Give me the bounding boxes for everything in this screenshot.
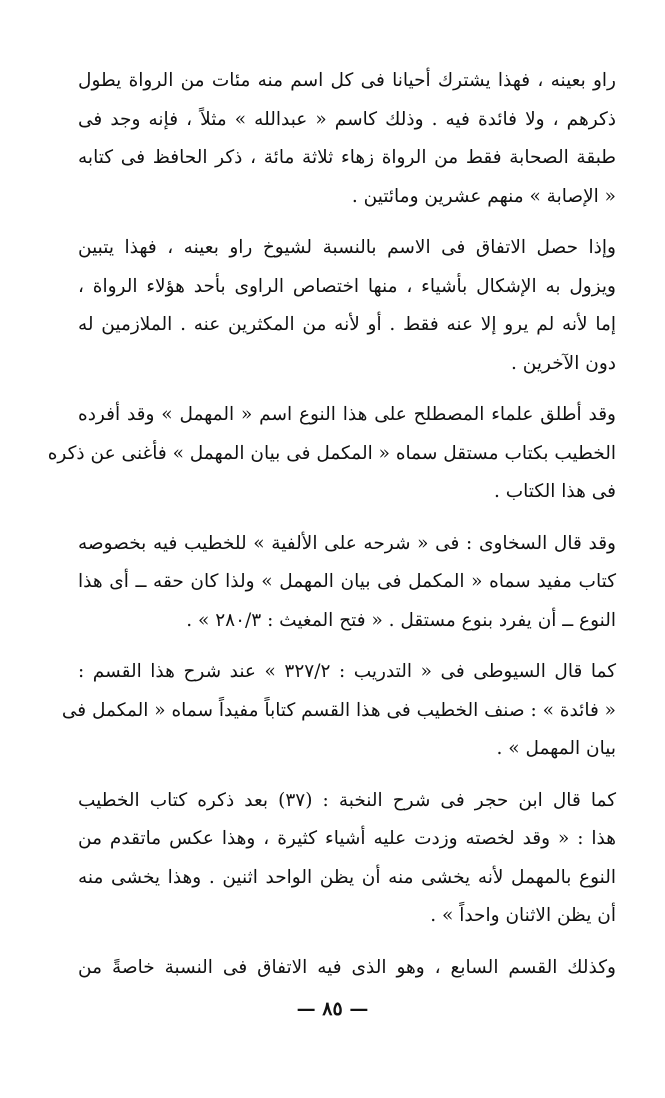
text-line: « فائدة » : صنف الخطيب فى هذا القسم كتاباً مفيداً سماه « المكمل فى	[61, 699, 616, 721]
text-line: النوع ــ أن يفرد بنوع مستقل . « فتح المغيث : ٢٨٠/٣ » .	[186, 609, 616, 631]
paragraph-1	[78, 62, 616, 216]
text-line: ذكرهم ، ولا فائدة فيه . وذلك كاسم « عبدالله » مثلاً ، فإنه وجد فى	[78, 108, 616, 130]
paragraph-3	[47, 396, 616, 512]
text-line: ويزول به الإشكال بأشياء ، منها اختصاص الراوى بأحد هؤلاء الرواة ،	[78, 275, 616, 297]
text-line: فى هذا الكتاب .	[493, 481, 616, 502]
text-line: وقد أطلق علماء المصطلح على هذا النوع اسم « المهمل » وقد أفرده	[78, 404, 616, 425]
text-line: وكذلك القسم السابع ، وهو الذى فيه الاتفاق فى النسبة خاصةً من	[78, 956, 616, 978]
paragraph-5	[61, 653, 616, 769]
text-line: هذا : « وقد لخصته وزدت عليه أشياء كثيرة ، وهذا عكس ماتقدم من	[78, 828, 616, 849]
text-line: راو بعينه ، فهذا يشترك أحيانا فى كل اسم منه مئات من الرواة يطول	[78, 70, 616, 91]
text-line: النوع بالمهمل لأنه يخشى منه أن يظن الواحد اثنين . وهذا يخشى منه	[78, 866, 616, 888]
text-line: وإذا حصل الاتفاق فى الاسم بالنسبة لشيوخ راو بعينه ، فهذا يتبين	[78, 237, 616, 258]
paragraph-4	[78, 525, 616, 641]
text-line: إما لأنه لم يرو إلا عنه فقط . أو لأنه من المكثرين عنه . الملازمين له	[78, 314, 616, 335]
text-line: « الإصابة » منهم عشرين ومائتين .	[351, 185, 616, 207]
text-line: أن يظن الاثنان واحداً » .	[430, 905, 616, 926]
text-line: كما قال ابن حجر فى شرح النخبة : (٣٧) بعد ذكره كتاب الخطيب	[78, 789, 616, 811]
text-line: وقد قال السخاوى : فى « شرحه على الألفية » للخطيب فيه بخصوصه	[78, 532, 616, 554]
paragraph-7	[78, 949, 616, 988]
paragraph-2	[78, 229, 616, 383]
text-line: كما قال السيوطى فى « التدريب : ٣٢٧/٢ » عند شرح هذا القسم :	[78, 661, 616, 682]
page-number: — ٨٥ —	[296, 998, 369, 1020]
text-line: كتاب مفيد سماه « المكمل فى بيان المهمل » ولذا كان حقه ــ أى هذا	[78, 571, 616, 592]
text-line: الخطيب بكتاب مستقل سماه « المكمل فى بيان المهمل » فأغنى عن ذكره	[47, 442, 616, 464]
paragraph-6	[78, 782, 616, 936]
text-line: دون الآخرين .	[511, 352, 616, 374]
text-line: طبقة الصحابة فقط من الرواة زهاء ثلاثة مائة ، ذكر الحافظ فى كتابه	[78, 147, 616, 168]
text-line: بيان المهمل » .	[496, 738, 616, 759]
page-body	[47, 62, 616, 1000]
